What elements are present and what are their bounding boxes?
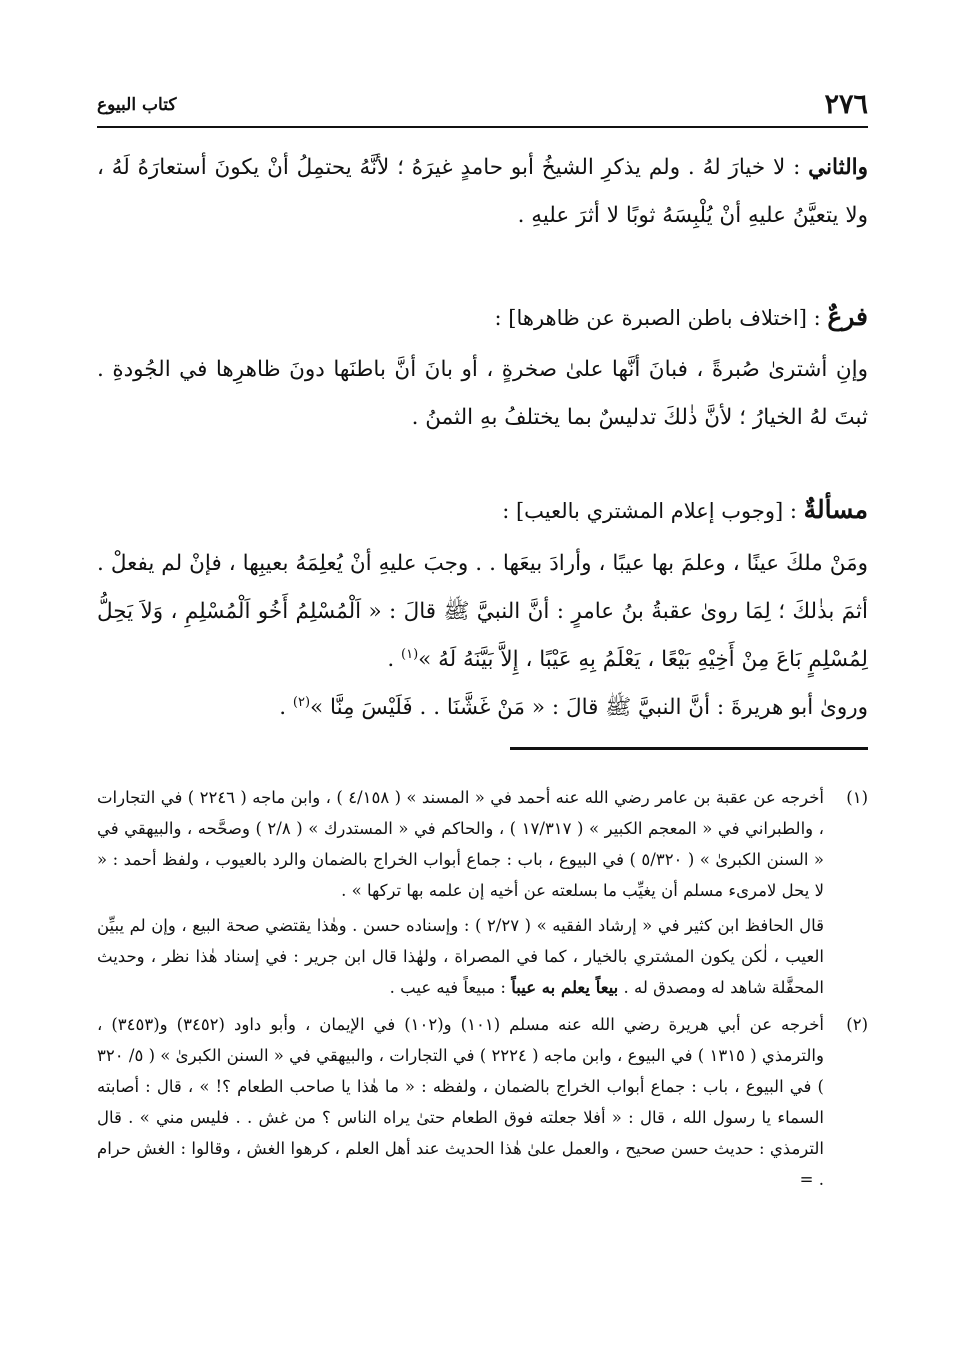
paragraph-subra <box>97 346 868 442</box>
footnote-2 <box>97 1009 868 1195</box>
footnote-1 <box>97 782 868 1003</box>
paragraph-text: : لا خيارَ لهُ . ولم يذكرِ الشيخُ أبو حامدٍ غيرَهُ ؛ لأنَّهُ يحتمِلُ أنْ يكونَ أستعارَهُ لَهُ ، ولا يتعيَّنُ عليهِ أنْ يُلْبِسَهُ ثوبًا لا أثرَ عليهِ . <box>97 155 868 228</box>
page-header <box>97 88 868 128</box>
section-heading-masala <box>97 490 868 531</box>
heading-text: : [اختلاف باطن الصبرة عن ظاهرها] : <box>494 306 828 330</box>
paragraph-defect <box>97 540 868 732</box>
paragraph-text: وروىٰ أبو هريرةَ : أنَّ النبيَّ ﷺ قالَ : « مَنْ غَشَّنَا . . فَلَيْسَ مِنَّا » <box>310 695 868 720</box>
footnote-text: قال الحافظ ابن كثير في « إرشاد الفقيه » ( ٢/٢٧ ) : وإسناده حسن . وهٰذا يقتضي صحة البيع ، وإن لم يبيِّن العيب ، لٰكن يكون المشتري بالخيار ، كما في المصراة ، ولهٰذا قال ابن جرير : في إسناد هٰذا نظر ، وحديث المحفَّلة شاهد له ومصدق له . <box>97 916 824 997</box>
footnote-continuation <box>97 910 824 1003</box>
footnote-ref-2[interactable]: (٢) <box>292 694 311 710</box>
footnote-separator <box>510 747 868 750</box>
paragraph-text: ومَنْ ملكَ عينًا ، وعلمَ بها عيبًا ، وأرادَ بيعَها . . وجبَ عليهِ أنْ يُعلِمَهُ بعيبِها ، فإنْ لم يفعلْ . أثمَ بذٰلكَ ؛ لِمَا روىٰ عقبةُ بنُ عامرٍ : أنَّ النبيَّ ﷺ قالَ : « اَلْمُسْلِمُ أَخُو اَلْمُسْلِمِ ، وَلاَ يَحِلُّ لِمُسْلِمٍ بَاعَ مِنْ أَخِيْهِ بَيْعًا ، يَعْلَمُ بِهِ عَيْبًا ، إِلاَّ بَيَّنَهُ لَهُ » <box>97 551 868 672</box>
book-title: كتاب البيوع <box>97 95 177 115</box>
page-number: ٢٧٦ <box>824 89 868 120</box>
footnote-text: أخرجه عن عقبة بن عامر رضي الله عنه أحمد في « المسند » ( ٤/١٥٨ ) ، وابن ماجه ( ٢٢٤٦ ) في التجارات ، والطبراني في « المعجم الكبير » ( ١٧/٣١٧ ) ، والحاكم في « المستدرك » ( ٢/٨ ) وصحَّحه ، والبيهقي في « السنن الكبرىٰ » ( ٥/٣٢٠ ) في البيوع ، باب : جماع أبواب الخراج بالضمان والرد بالعيوب ، ولفظ أحمد : « لا يحل لامرىء مسلم أن يغيِّب ما بسلعته عن أخيه إن علمه بها تركها » . <box>97 788 825 900</box>
heading-word: فرعٌ <box>827 302 868 331</box>
heading-word: مسألةٌ <box>803 495 868 524</box>
footnote-number: (٢) <box>846 1015 868 1034</box>
paragraph-end: . <box>279 695 293 720</box>
footnotes <box>97 782 868 1201</box>
footnote-number: (١) <box>846 788 868 807</box>
heading-text: : [وجوب إعلام المشتري بالعيب] : <box>502 499 804 523</box>
paragraph-end: . <box>387 647 402 672</box>
paragraph-second-opinion <box>97 144 868 240</box>
footnote-ref-1[interactable]: (١) <box>401 646 419 662</box>
paragraph-lead: والثاني <box>808 155 868 180</box>
footnote-emphasis: بيعاً يعلم به عيباً <box>511 978 619 997</box>
paragraph-text: وإنِ أشترىٰ صُبرةً ، فبانَ أنَّها علىٰ صخرةٍ ، أو بانَ أنَّ باطنَها دونَ ظاهرِها في الجُودةِ . ثبتَ لهُ الخيارُ ؛ لأنَّ ذٰلكَ تدليسٌ بما يختلفُ بهِ الثمنُ . <box>97 357 868 430</box>
footnote-text: أخرجه عن أبي هريرة رضي الله عنه مسلم (١٠١) و(١٠٢) في الإيمان ، وأبو داود (٣٤٥٢) و(٣٤٥٣) ، والترمذي ( ١٣١٥ ) في البيوع ، وابن ماجه ( ٢٢٢٤ ) في التجارات ، والبيهقي في « السنن الكبرىٰ » ( ٥/ ٣٢٠ ) في البيوع ، باب : جماع أبواب الخراج بالضمان ، ولفظه : « ما هٰذا يا صاحب الطعام ؟! » ، قال : أصابته السماء يا رسول الله ، قال : « أفلا جعلته فوق الطعام حتىٰ يراه الناس ؟ من غش . . فليس مني » . قال الترمذي : حديث حسن صحيح ، والعمل علىٰ هٰذا الحديث عند أهل العلم ، كرهوا الغش ، وقالوا : الغش حرام . = <box>97 1015 824 1189</box>
footnote-text: : مبيعاً فيه عيب . <box>389 978 512 997</box>
section-heading-far <box>97 297 868 338</box>
